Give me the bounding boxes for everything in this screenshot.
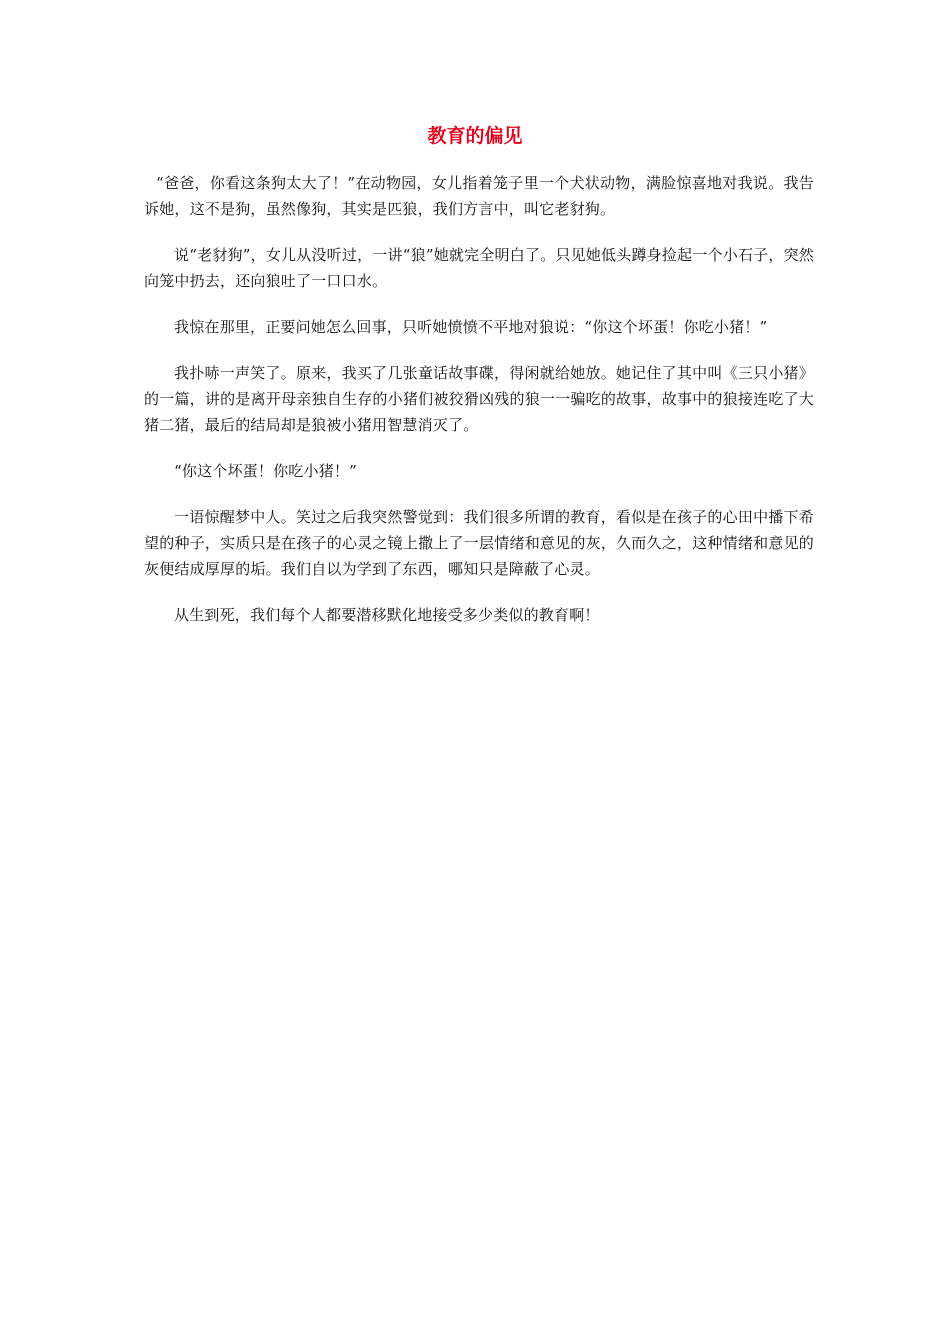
paragraph-1: “爸爸，你看这条狗太大了！”在动物园，女儿指着笼子里一个犬状动物，满脸惊喜地对我说。我告诉她，这不是狗，虽然像狗，其实是匹狼，我们方言中，叫它老豺狗。 [144,174,814,218]
paragraph-6: 一语惊醒梦中人。笑过之后我突然警觉到：我们很多所谓的教育，看似是在孩子的心田中播下希望的种子，实质只是在孩子的心灵之镜上撒上了一层情绪和意见的灰，久而久之，这种情绪和意见的灰便结成厚厚的垢。我们自以为学到了东西，哪知只是障蔽了心灵。 [144,508,814,578]
paragraph-5: “你这个坏蛋！你吃小猪！” [174,462,357,480]
paragraph-4: 我扑哧一声笑了。原来，我买了几张童话故事碟，得闲就给她放。她记住了其中叫《三只小猪》的一篇，讲的是离开母亲独自生存的小猪们被狡猾凶残的狼一一骗吃的故事，故事中的狼接连吃了大猪二猪，最后的结局却是狼被小猪用智慧消灭了。 [144,364,814,434]
document-title: 教育的偏见 [427,125,523,147]
paragraph-3: 我惊在那里，正要问她怎么回事，只听她愤愤不平地对狼说：“你这个坏蛋！你吃小猪！” [174,318,768,336]
document-body [144,170,814,648]
paragraph-2: 说“老豺狗”，女儿从没听过，一讲“狼”她就完全明白了。只见她低头蹲身捡起一个小石子，突然向笼中扔去，还向狼吐了一口口水。 [144,246,814,290]
paragraph-7: 从生到死，我们每个人都要潜移默化地接受多少类似的教育啊！ [174,606,600,624]
